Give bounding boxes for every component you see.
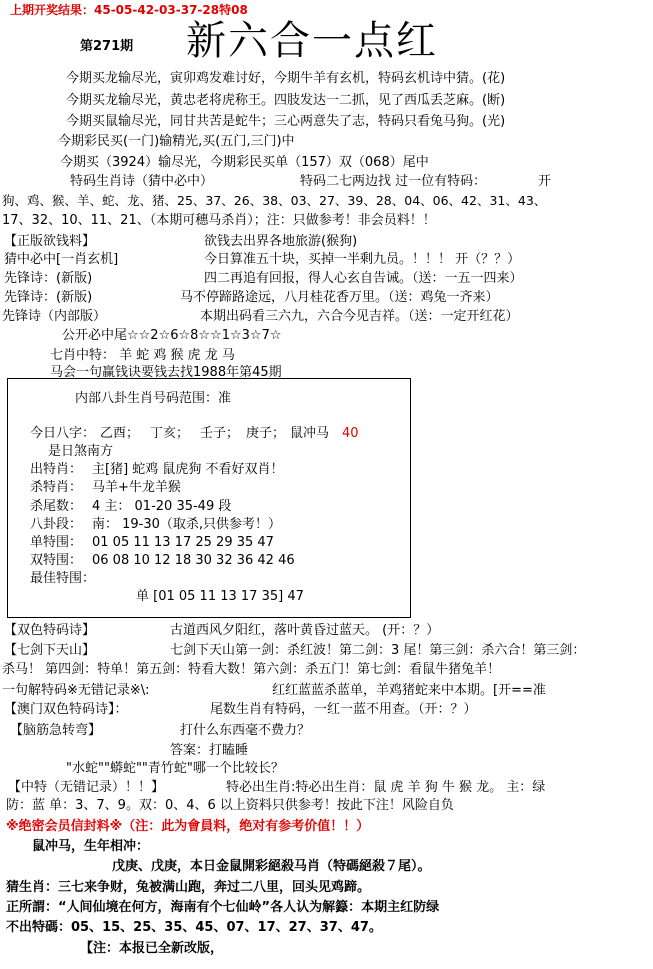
snake-question: "水蛇""蟒蛇""青竹蛇"哪一个比较长？ [66, 761, 284, 776]
bagua-label: 八卦段： [30, 517, 83, 532]
sha-line: 是日煞南方 [48, 444, 114, 459]
zhongte-label: 【中特（无错记录）！！】 [8, 780, 165, 795]
zhongte-text: 特必出生肖:特必出生肖：鼠 虎 羊 狗 牛 猴 龙。 主：绿 [226, 780, 546, 795]
poem-line: 今期彩民买(一门)输精光,买(五门,三门)中 [58, 134, 295, 149]
shuang-value: 06 08 10 12 18 30 32 36 42 46 [92, 553, 295, 568]
naojin-text: 打什么东西毫不费力？ [180, 723, 311, 738]
poem-line: 今期买龙输尽光，黄忠老将虎称王。四肢发达一二抓，见了西瓜丢芝麻。(断) [66, 93, 506, 108]
bazi-value: 乙酉； [100, 426, 140, 441]
poem-line: 今期买龙输尽光，寅卯鸡发难讨好，今期牛羊有玄机，特码玄机诗中猜。(花) [66, 71, 506, 86]
vip-line: ※绝密会员信封料※（注：此为會員料，绝对有参考价值！！） [6, 819, 370, 834]
poem-line: 今期买（3924）输尽光，今期彩民买单（157）双（068）尾中 [60, 155, 429, 170]
bazi-value: 庚子； [246, 426, 286, 441]
bazi-number: 40 [342, 426, 359, 441]
xianfeng-text: 本期出码看三六九，六合今见吉祥。（送：一定开红花） [200, 309, 519, 324]
qijian-label: 【七剑下天山】 [4, 643, 96, 658]
zodiac-list-2: 17、32、10、11、21、（本期可穗马杀肖）；注：只做参考！非会员料！！ [2, 213, 436, 228]
zodiac-heading-mid: 特码二七两边找 过一位有特码： [300, 174, 487, 189]
lottery-result: 上期开奖结果：45-05-42-03-37-28特08 [10, 3, 248, 17]
poem-line: 今期买鼠输尽光，同甘共苦是蛇牛；三心两意失了志，特码只看兔马狗。(光) [66, 114, 506, 129]
guess-label: 猜中必中[一肖玄机] [4, 252, 119, 267]
zodiac-heading: 特码生肖诗（猜中必中） [70, 174, 214, 189]
aomen-text: 尾数生肖有特码，一红一蓝不用查。（开：？） [210, 702, 477, 717]
chute-value: 主[猪] 蛇鸡 鼠虎狗 不看好双肖！ [92, 462, 284, 477]
xianfeng-label: 先锋诗：(新版) [4, 271, 93, 286]
guess-text: 今日算准五十块，买掉一半剩九员。！！！ 开（？？） [204, 252, 521, 267]
yiju-text: 红红蓝蓝杀蓝单，羊鸡猪蛇来中本期。[开==准 [272, 683, 546, 698]
buchu-line: 不出特碼：05、15、25、35、45、07、17、27、37、47。 [6, 920, 382, 935]
bazi-value: 壬子； [200, 426, 240, 441]
fang-line: 防：蓝 单：3、7、9。双：0、4、6 以上资料只供参考！按此下注！风险自负 [6, 798, 454, 813]
best-label: 最佳特围： [30, 571, 96, 586]
qixiao-line: 七肖中特： 羊 蛇 鸡 猴 虎 龙 马 [50, 348, 235, 363]
aomen-label: 【澳门双色特码诗】： [4, 702, 128, 717]
shuchong-line: 鼠冲马，生年相冲： [32, 839, 150, 854]
zodiac-heading-right: 开 [538, 174, 552, 189]
naojin-label: 【脑筋急转弯】 [10, 723, 102, 738]
zhengban-text: 欲钱去出界各地旅游(猴狗) [204, 234, 358, 249]
mahui-line: 马会一句赢钱诀要钱去找1988年第45期 [50, 365, 282, 380]
zhengban-label: 【正版欲钱料】 [4, 234, 96, 249]
issue-number: 第271期 [80, 39, 134, 54]
shawei-label: 杀尾数： [30, 499, 83, 514]
page-title: 新六合一点红 [186, 18, 438, 64]
dan-value: 01 05 11 13 17 25 29 35 47 [92, 535, 274, 550]
caisheng-line: 猜生肖：三七来争财，兔被满山跑，奔过二八里，回头见鸡蹄。 [6, 880, 371, 895]
shate-label: 杀特肖： [30, 480, 83, 495]
dan-label: 单特围： [30, 535, 83, 550]
chute-label: 出特肖： [30, 462, 83, 477]
bazi-value: 丁亥； [150, 426, 190, 441]
best-value: 单 [01 05 11 13 17 35] 47 [136, 589, 304, 604]
zodiac-list: 狗、鸡、猴、羊、蛇、龙、猪、25、37、26、38、03、27、39、28、04、06、42、31、43、 [2, 193, 547, 208]
qijian-line2: 杀马！ 第四剑：特单！第五剑：特看大数！第六剑：杀五门！第七剑：看鼠牛猪兔羊！ [2, 662, 501, 677]
answer-line: 答案：打瞌睡 [170, 743, 249, 758]
shawei-value: 4 主： 01-20 35-49 段 [92, 499, 232, 514]
xianfeng-text: 马不停蹄路途远，八月桂花香万里。（送：鸡兔一齐来） [180, 290, 499, 305]
xianfeng-label: 先锋诗（内部版） [2, 309, 107, 324]
wuxu-line: 戊庚、戊庚，本日金鼠開彩絕殺马肖（特碼絕殺７尾）。 [112, 859, 431, 874]
shuangse-label: 【双色特码诗】 [4, 623, 96, 638]
bagua-value: 南： 19-30（取杀,只供参考！） [92, 517, 282, 532]
gongkai-line: 公开必中尾☆☆2☆6☆8☆☆1☆3☆7☆ [62, 328, 282, 343]
bazi-label: 今日八字： [30, 426, 96, 441]
shuangse-text: 古道西风夕阳红，落叶黄昏过蓝天。 (开：？） [170, 623, 440, 638]
xianfeng-label: 先锋诗：(新版) [4, 290, 93, 305]
note-line: 【注：本报已全新改版， [80, 941, 224, 956]
bazi-value: 鼠冲马 [290, 426, 330, 441]
yiju-label: 一句解特码※无错记录※\: [2, 683, 150, 698]
xianfeng-text: 四二再追有回报，得人心玄自告诫。（送：一五一四来） [204, 271, 523, 286]
shuang-label: 双特围： [30, 553, 83, 568]
shate-value: 马羊+牛龙羊猴 [92, 480, 181, 495]
box-title: 内部八卦生肖号码范围：准 [75, 391, 232, 406]
zhengjie-line: 正所謂：“人间仙境在何方，海南有个七仙岭”各人认为解籙：本期主红防绿 [6, 900, 440, 915]
qijian-text: 七剑下天山第一剑：杀红波！第二剑：3 尾！第三剑：杀六合！第三剑： [170, 643, 586, 658]
